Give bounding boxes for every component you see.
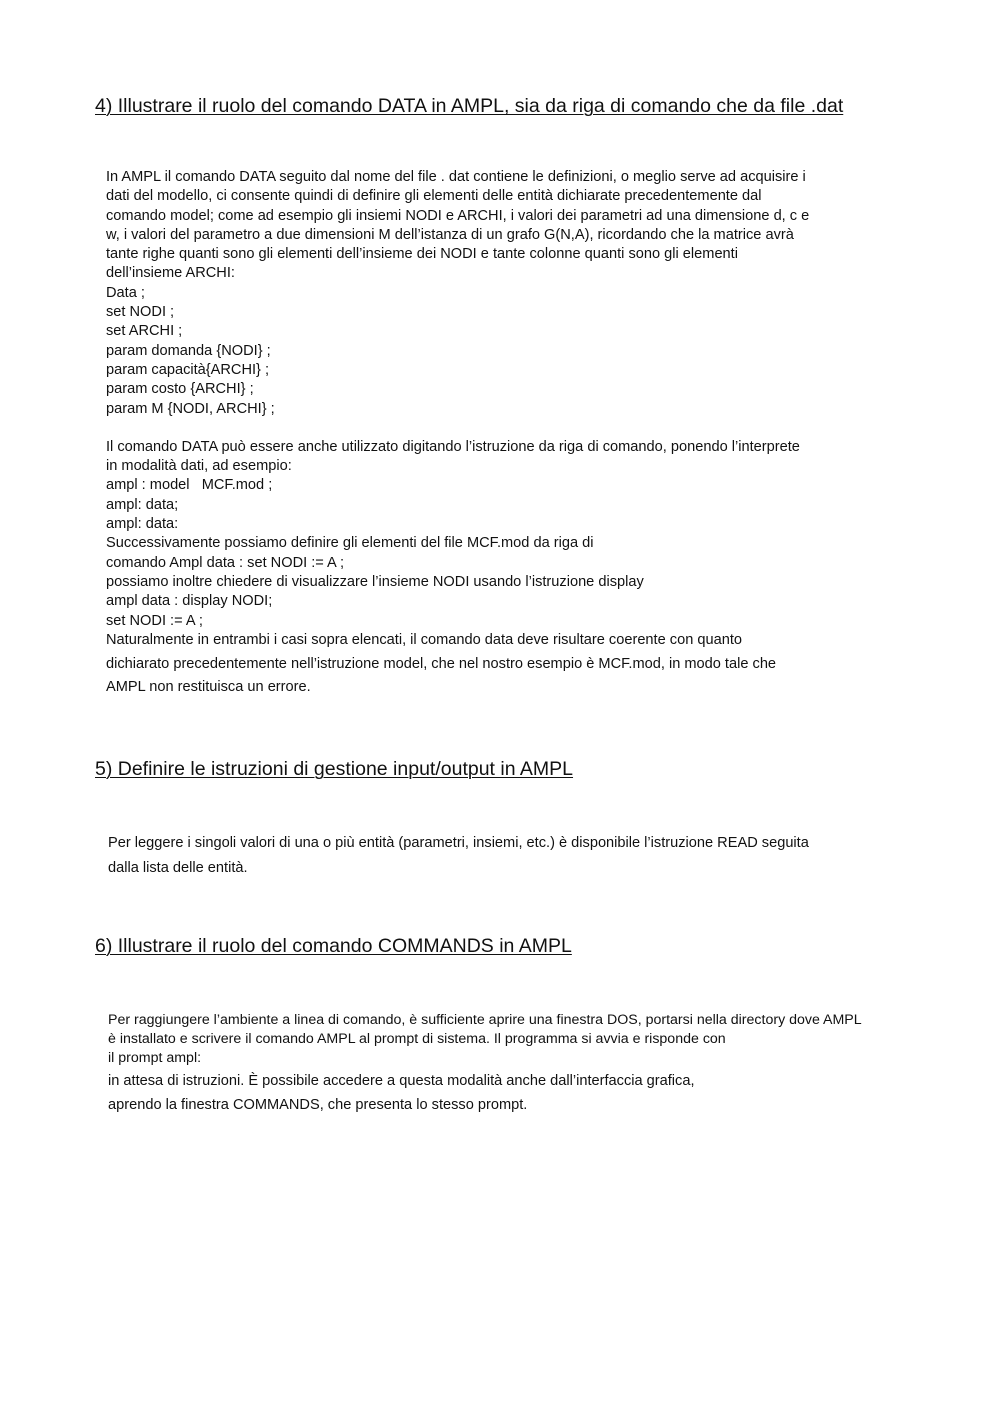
body-line: tante righe quanti sono gli elementi dell’insieme dei NODI e tante colonne quanti sono gli elementi	[106, 246, 738, 263]
code-line: param M {NODI, ARCHI} ;	[106, 400, 275, 417]
body-line: Il comando DATA può essere anche utilizzato digitando l’istruzione da riga di comando, ponendo l’interprete	[106, 438, 800, 455]
section-5-body	[108, 831, 908, 881]
section-6-body	[108, 1011, 908, 1068]
body-line: in modalità dati, ad esempio:	[106, 458, 292, 475]
section-5-heading: 5) Definire le istruzioni di gestione input/output in AMPL	[95, 758, 574, 780]
body-line: dichiarato precedentemente nell’istruzione model, che nel nostro esempio è MCF.mod, in modo tale che	[106, 655, 777, 672]
code-line: param domanda {NODI} ;	[106, 342, 271, 359]
section-4-heading: 4) Illustrare il ruolo del comando DATA in AMPL, sia da riga di comando che da file .dat	[95, 95, 844, 117]
code-line: ampl: data:	[106, 516, 179, 533]
code-line: ampl : model MCF.mod ;	[106, 477, 273, 494]
code-line: ampl data : display NODI;	[106, 593, 273, 610]
code-line: ampl: data;	[106, 496, 179, 513]
body-line: in attesa di istruzioni. È possibile accedere a questa modalità anche dall’interfaccia grafica,	[108, 1073, 695, 1089]
body-line: Per leggere i singoli valori di una o più entità (parametri, insiemi, etc.) è disponibile l’istruzione READ seguita	[108, 835, 809, 851]
body-line: In AMPL il comando DATA seguito dal nome del file . dat contiene le definizioni, o meglio serve ad acquisire i	[106, 169, 806, 185]
code-line: param costo {ARCHI} ;	[106, 381, 254, 398]
code-line: set NODI ;	[106, 304, 175, 321]
section-4-conclusion	[106, 629, 906, 700]
body-line: AMPL non restituisca un errore.	[106, 679, 311, 695]
body-line: aprendo la finestra COMMANDS, che presenta lo stesso prompt.	[108, 1097, 528, 1113]
blank-line	[106, 419, 906, 438]
body-line: dalla lista delle entità.	[108, 860, 248, 876]
body-line: il prompt ampl:	[108, 1050, 202, 1066]
code-line: Data ;	[106, 284, 145, 301]
body-line: è installato e scrivere il comando AMPL al prompt di sistema. Il programma si avvia e risponde con	[108, 1031, 726, 1047]
body-line: possiamo inoltre chiedere di visualizzare l’insieme NODI usando l’istruzione display	[106, 573, 644, 590]
body-line: w, i valori del parametro a due dimensioni M dell’istanza di un grafo G(N,A), ricordando che la matrice avrà	[106, 226, 794, 243]
body-line: Per raggiungere l’ambiente a linea di comando, è sufficiente aprire una finestra DOS, portarsi nella directory dove AMPL	[108, 1012, 862, 1028]
body-line: comando Ampl data : set NODI := A ;	[106, 554, 345, 571]
code-line: set ARCHI ;	[106, 323, 183, 340]
section-6-conclusion	[108, 1069, 908, 1117]
body-line: Naturalmente in entrambi i casi sopra elencati, il comando data deve risultare coerente con quanto	[106, 632, 742, 648]
code-line: param capacità{ARCHI} ;	[106, 361, 270, 378]
body-line: comando model; come ad esempio gli insiemi NODI e ARCHI, i valori dei parametri ad una dimensione d, c e	[106, 207, 810, 224]
body-line: dell’insieme ARCHI:	[106, 265, 235, 282]
body-line: dati del modello, ci consente quindi di definire gli elementi delle entità dichiarate precedentemente dal	[106, 188, 762, 205]
body-line: Successivamente possiamo definire gli elementi del file MCF.mod da riga di	[106, 535, 594, 552]
section-4-body	[106, 168, 906, 631]
section-6-heading: 6) Illustrare il ruolo del comando COMMANDS in AMPL	[95, 935, 572, 957]
code-line: set NODI := A ;	[106, 612, 203, 629]
